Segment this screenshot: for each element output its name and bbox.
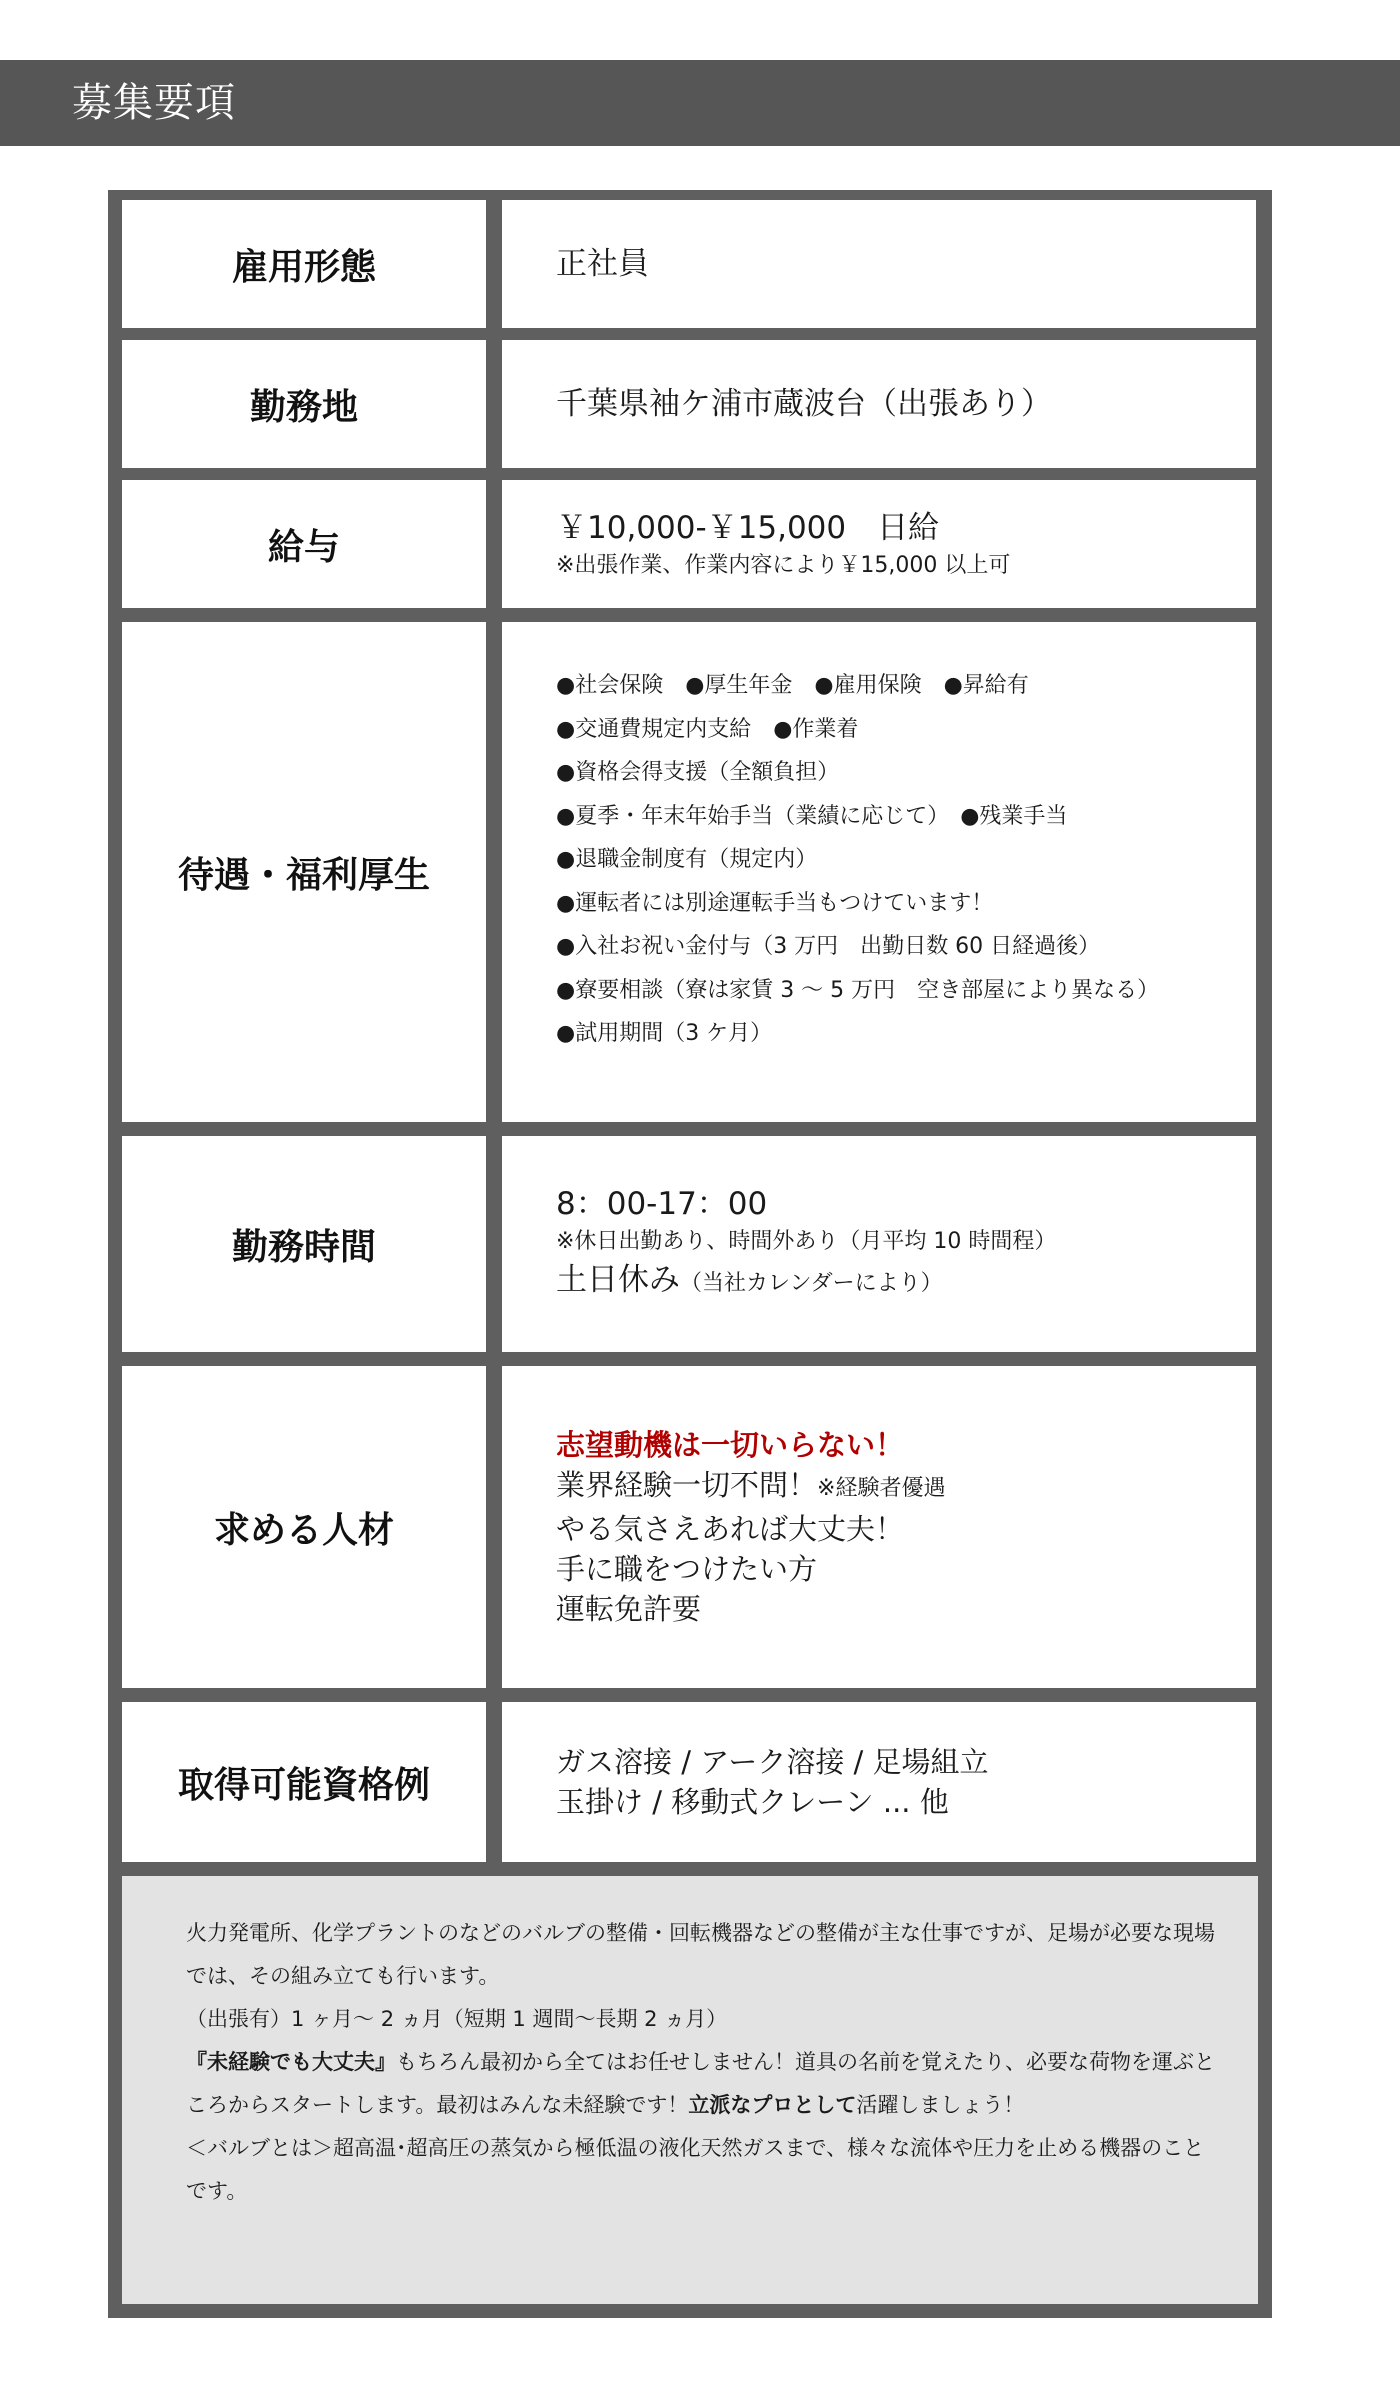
row-employment xyxy=(108,200,1272,328)
benefit-item: ●夏季・年末年始手当（業績に応じて） ●残業手当 xyxy=(556,803,1068,829)
row-benefits xyxy=(108,622,1272,1122)
label-hours: 勤務時間 xyxy=(122,1136,486,1352)
description-p3-emphasis: 『未経験でも大丈夫』 xyxy=(186,2050,396,2074)
salary-note: ※出張作業、作業内容により￥15,000 以上可 xyxy=(556,553,1011,578)
hours-note: ※休日出勤あり、時間外あり（月平均 10 時間程） xyxy=(556,1229,1057,1254)
work-location: 千葉県袖ケ浦市蔵波台（出張あり） xyxy=(556,386,1052,422)
label-employment: 雇用形態 xyxy=(122,200,486,328)
page-title: 募集要項 xyxy=(72,80,236,126)
benefit-item: ●寮要相談（寮は家賃 3 ～ 5 万円 空き部屋により異なる） xyxy=(556,977,1160,1003)
wanted-line-3: 手に職をつけたい方 xyxy=(556,1552,818,1586)
benefit-item: ●運転者には別途運転手当もつけています！ xyxy=(556,890,994,916)
row-hours xyxy=(108,1136,1272,1352)
header-bar xyxy=(0,60,1400,146)
wanted-line-2: やる気さえあれば大丈夫！ xyxy=(556,1512,905,1546)
wanted-line-4: 運転免許要 xyxy=(556,1592,702,1626)
label-location: 勤務地 xyxy=(122,340,486,468)
value-qualifications xyxy=(502,1702,1256,1862)
description-p3 xyxy=(186,2041,1216,2127)
label-wanted: 求める人材 xyxy=(122,1366,486,1688)
benefit-item: ●入社お祝い金付与（3 万円 出勤日数 60 日経過後） xyxy=(556,934,1101,959)
description-p3-emphasis-2: 立派なプロとして xyxy=(688,2093,857,2117)
employment-type: 正社員 xyxy=(556,246,649,282)
label-qualifications: 取得可能資格例 xyxy=(122,1702,486,1862)
holiday-note: （当社カレンダーにより） xyxy=(680,1271,943,1296)
row-salary xyxy=(108,480,1272,608)
benefit-item: ●社会保険 ●厚生年金 ●雇用保険 ●昇給有 xyxy=(556,673,1029,698)
work-time: 8：00-17：00 xyxy=(556,1186,768,1222)
holidays xyxy=(556,1258,1256,1306)
description-p3-end: 活躍しましょう！ xyxy=(856,2093,1025,2117)
value-location xyxy=(502,340,1256,468)
label-salary: 給与 xyxy=(122,480,486,608)
row-qualifications xyxy=(108,1702,1272,1862)
benefit-item: ●試用期間（3 ケ月） xyxy=(556,1021,773,1046)
holiday-text: 土日休み xyxy=(556,1262,680,1298)
value-salary xyxy=(502,480,1256,608)
value-benefits xyxy=(502,622,1256,1122)
job-description xyxy=(122,1876,1258,2304)
recruitment-table xyxy=(108,190,1272,2318)
benefit-item: ●退職金制度有（規定内） xyxy=(556,847,818,872)
qualifications-line-1: ガス溶接 / アーク溶接 / 足場組立 xyxy=(556,1745,989,1779)
description-p4: ＜バルブとは＞超高温･超高圧の蒸気から極低温の液化天然ガスまで、様々な流体や圧力を止める機器のことです。 xyxy=(186,2136,1205,2203)
wanted-headline: 志望動機は一切いらない！ xyxy=(556,1428,905,1462)
value-employment xyxy=(502,200,1256,328)
row-location xyxy=(108,340,1272,468)
benefit-item: ●交通費規定内支給 ●作業着 xyxy=(556,716,859,742)
wanted-line-1 xyxy=(556,1465,1256,1509)
label-benefits: 待遇・福利厚生 xyxy=(122,622,486,1122)
wanted-line-1-note: ※経験者優遇 xyxy=(817,1476,946,1501)
salary-range: ￥10,000-￥15,000 日給 xyxy=(556,510,940,546)
row-wanted xyxy=(108,1366,1272,1688)
description-p1: 火力発電所、化学プラントのなどのバルブの整備・回転機器などの整備が主な仕事ですが、足場が必要な現場では、その組み立ても行います。 xyxy=(186,1921,1215,1988)
value-wanted xyxy=(502,1366,1256,1688)
qualifications-line-2: 玉掛け / 移動式クレーン ... 他 xyxy=(556,1785,949,1819)
description-p2: （出張有）1 ヶ月～ 2 ヵ月（短期 1 週間～長期 2 ヵ月） xyxy=(186,2007,728,2031)
description-p3-text: もちろん最初から全てはお任せしません！道具の名前を覚えたり、必要な荷物を運ぶところからスタートします。最初はみんな未経験です！ xyxy=(186,2050,1215,2117)
value-hours xyxy=(502,1136,1256,1352)
wanted-line-1-text: 業界経験一切不問！ xyxy=(556,1468,818,1502)
benefit-item: ●資格会得支援（全額負担） xyxy=(556,760,840,785)
